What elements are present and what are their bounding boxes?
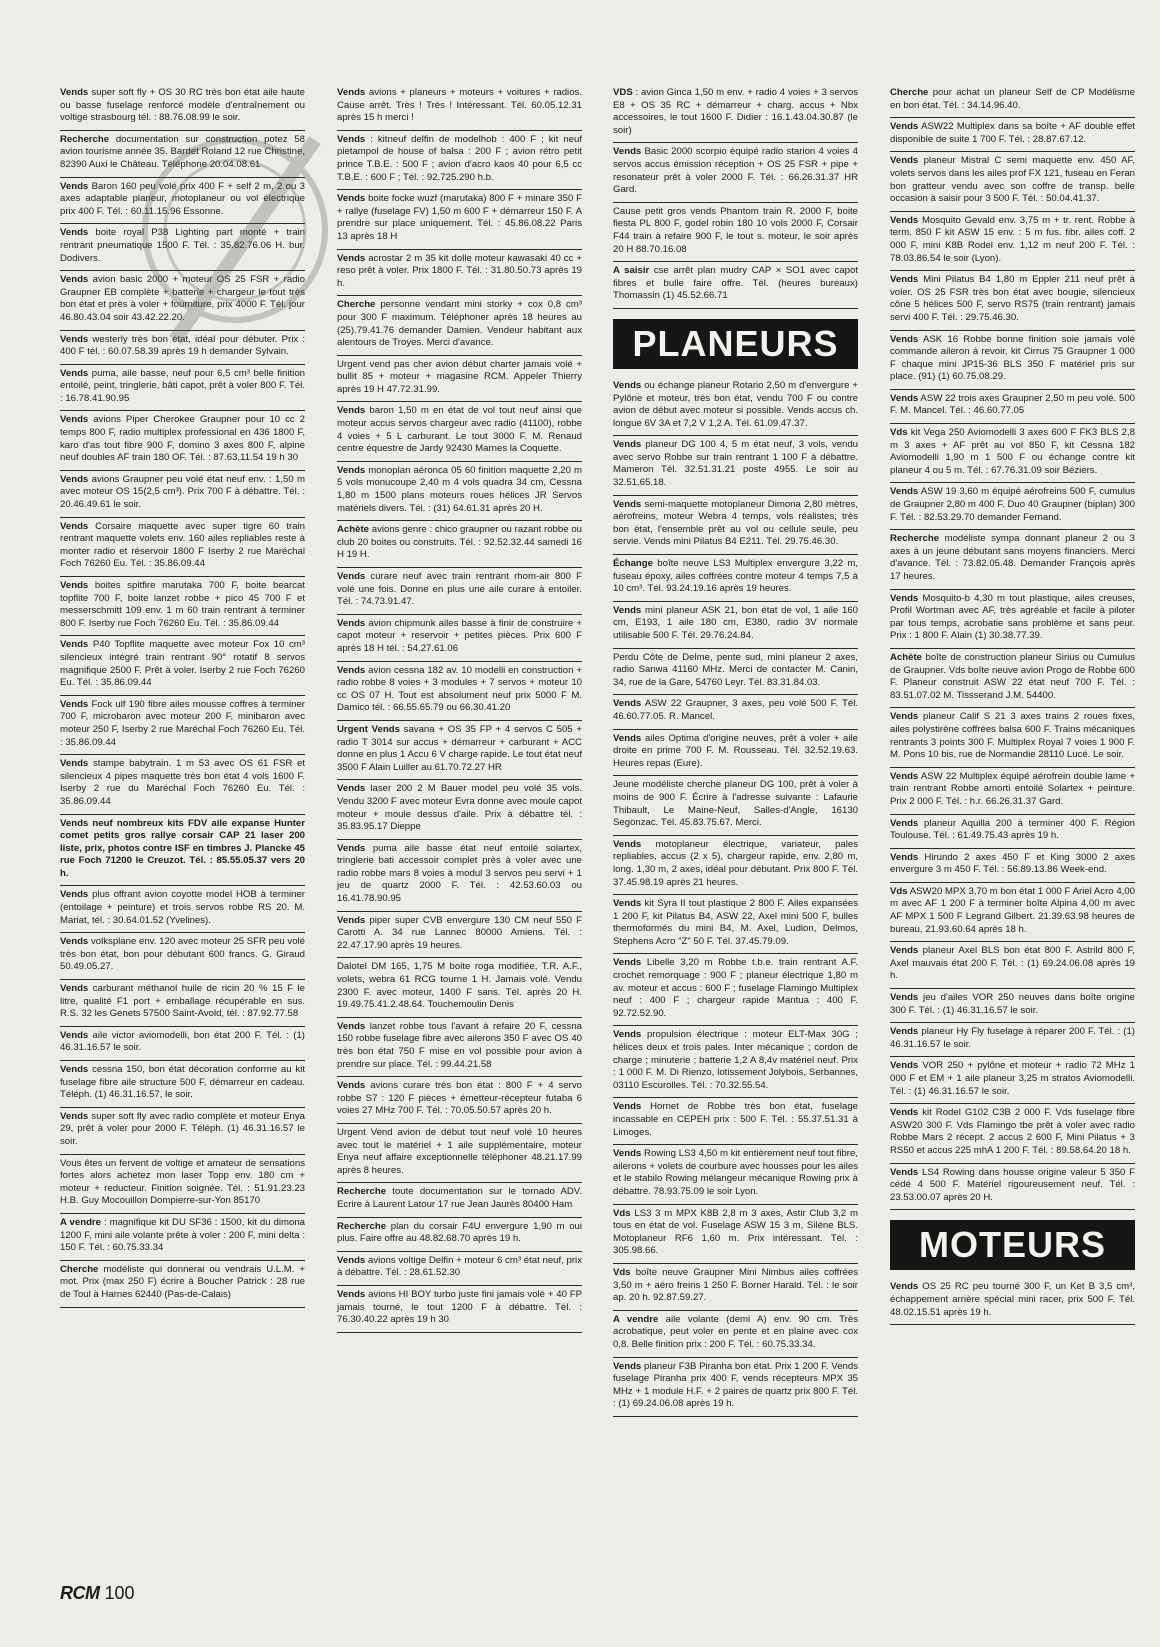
classified-ad	[613, 695, 858, 729]
classified-ad	[60, 84, 305, 131]
ad-text: lanzet robbe tous l'avant à refaire 20 F, cessna 150 robbe fuselage fibre avec ailerons 350 F avec OS 40 très bon état 750 F mise en vol possible pour avion à prendre sur place. Tél. : 99.44.21.58	[337, 1020, 582, 1070]
ad-text: Mosquito Gevald env. 3,75 m + tr. rent. Robbe à term. 850 F kit ASW 15 env. : 5 m fus. fibr. ailes coff. 2 000 F, mini K8B Rodel env. 1,12 m neuf 200 F. Tél. : 78.03.86.54 le soir (Lyon).	[890, 214, 1135, 264]
classified-ad	[337, 1018, 582, 1077]
ad-text: : kitneuf delfin de modelhob : 400 F ; kit neuf pietampol de house of balsa : 200 F ; avion rétro petit prince T.B.E. : 500 F ; avion d'acro kaos 40 pour 6,5 cc T.B.E. : 600 F ; Tél. : 92.725.290 h.b.	[337, 133, 582, 183]
ad-keyword: Vends	[60, 87, 89, 98]
ad-text: puma, aile basse, neuf pour 6,5 cm³ belle finition entoilé, peint, tringlerie, bâti capot, prêt à voler 800 F. Tél. : 16.78.41.90.95	[60, 367, 305, 404]
ad-keyword: Vends	[60, 936, 89, 948]
ad-keyword: Vends	[890, 333, 919, 345]
ad-text: OS 25 RC peu tourné 300 F, un Ket B 3,5 cm³, échappement arrière spécial mini racer, prix 500 F. Tél. 48.02.15.51 après 19 h.	[890, 1281, 1135, 1318]
ad-text: Vous êtes un fervent de voltige et amateur de sensations fortes alors achetez mon laser Topp env. 180 cm + moteur + reducteur. Finition soignée. Tél. : 51.91.23.23 H.B. Guy Mocouillon Dompierre-sur-Yon 85170	[60, 1157, 305, 1207]
ad-text: Rowing LS3 4,50 m kit entièrement neuf tout fibre, ailerons + volets de courbure avec housses pour les ailes et le stabilo Rowing mélangeur mécanique Rowing prix à débattre. 78.93.75.09 le soir Lyon.	[613, 1148, 858, 1197]
classified-ad	[337, 840, 582, 912]
classified-ad	[890, 331, 1135, 390]
ad-text: westerly très bon état, idéal pour débuter. Prix : 400 F tél. : 60.07.58.39 après 19 h demander Sylvain.	[60, 333, 305, 358]
classified-ad	[613, 602, 858, 649]
ad-text: : avion Ginca 1,50 m env. + radio 4 voies + 3 servos E8 + OS 35 RC + démarreur + charg. accus + Nbx accessoires, le tout 1600 F. Didier : 16.1.43.04.30.87 (le soir)	[613, 87, 858, 136]
classified-ad	[890, 590, 1135, 649]
classified-ad	[890, 815, 1135, 849]
ad-text: boîte de construction planeur Sirius ou Cumulus de Graupner. Vds boîte neuve avion Progo de Robbe 600 F. Planeur construit ASW 22 état neuf 700 F. Tél. : 83.51.07.02 M. Tissserand J.M. 54400.	[890, 651, 1135, 701]
classified-ad	[60, 636, 305, 695]
ad-keyword: Vends	[337, 842, 366, 854]
classified-ad	[337, 1286, 582, 1333]
ad-keyword: Vends	[613, 898, 642, 910]
ad-keyword: Vends	[60, 639, 89, 651]
ad-text: avions genre : chico graupner ou razant robbe ou club 20 boites ou construits. Tél. : 92.52.32.44 samedi 16 H 19 H.	[337, 524, 582, 561]
ad-keyword: Vends	[337, 1254, 366, 1266]
classified-ad	[60, 577, 305, 636]
ad-text: planeur Hy Fly fuselage à réparer 200 F. Tél. : (1) 46.31.16.57 le soir.	[890, 1026, 1135, 1050]
ad-text: Cause petit gros vends Phantom train R. 2000 F, boite fiesta PL 800 F, godel robin 180 10 vols 2000 F, Corsair F44 train à refaire 900 F, le tout s. moteur, le soir après 20 H 88.70.16.08	[613, 205, 858, 255]
ad-keyword: Vends	[60, 889, 89, 901]
ad-text: modéliste qui donnerai ou vendrais U.L.M. + mot. Prix (max 250 F) écrire à Boucher Patrick : 28 rue de Toul à Harnes 62440 (Pas-de-Calais)	[60, 1263, 305, 1300]
ad-text: super soft fly avec radio complète et moteur Enya 29, prêt à voler pour 2000 F. Téléph. (1) 46.31.16.57 le soir.	[60, 1110, 305, 1147]
ad-keyword: Cherche	[60, 1263, 99, 1275]
classified-ad	[613, 143, 858, 202]
ad-text: ou échange planeur Rotario 2,50 m d'envergure + Pylône et moteur, très bon état, vendu 700 F ou contre avion de début avec moteur si possible. Vends accus ch. longue 6V 3A et 7,2 V 1,2 A. Tél. 61.09.47.37.	[613, 379, 858, 429]
classified-ad	[613, 555, 858, 602]
ad-keyword: Vends	[890, 486, 919, 498]
classified-ad	[337, 958, 582, 1017]
ad-keyword: Vds	[613, 1207, 631, 1219]
ad-keyword: Vends	[613, 498, 642, 510]
ad-keyword: Vends	[890, 992, 919, 1004]
classified-ad	[337, 721, 582, 780]
ad-keyword: Vends	[337, 1020, 366, 1032]
ad-keyword: Vends	[613, 1148, 642, 1160]
classified-ad	[60, 471, 305, 518]
classified-ad	[60, 518, 305, 577]
ad-keyword: A vendre	[613, 1313, 659, 1325]
ad-keyword: Vends	[337, 617, 366, 629]
ad-keyword: Vends	[613, 1101, 642, 1113]
classified-ad	[890, 849, 1135, 883]
ad-keyword: Vends	[613, 1029, 642, 1041]
ad-text: modéliste sympa donnant planeur 2 ou 3 axes à un jeune débutant sans moyens financiers. Merci d'avance. Tél. : 73.82.05.48. Demander François après 17 heures.	[890, 533, 1135, 582]
ad-text: curare neuf avec train rentrant rhom-air 800 F volé une fois. Donne en plus une aile curare à entoiler. Tél. : 74.73.91.47.	[337, 571, 582, 608]
ad-keyword: Vends	[60, 414, 89, 426]
ad-keyword: Vends	[60, 180, 89, 192]
classified-ad	[613, 776, 858, 835]
ad-keyword: Vends	[890, 711, 919, 723]
ad-text: monoplan aéronca 05 60 finition maquette 2,20 m 5 vols monucoupe 2,40 m 4 vols quadra 34 cm, Cessna 1,80 m 1500 plans moteurs roues hélices JR Servos matériels divers. Tél. : (31) 64.61.31 après 20 H.	[337, 464, 582, 514]
classified-ad	[890, 883, 1135, 942]
classified-ad	[890, 1023, 1135, 1057]
classified-ad	[60, 1155, 305, 1214]
ad-text: pour achat un planeur Self de CP Modélisme en bon état. Tél. : 34.14.96.40.	[890, 87, 1135, 111]
classified-ad	[890, 212, 1135, 271]
classified-ad	[613, 1098, 858, 1145]
ad-keyword: Vends	[60, 758, 89, 770]
ad-text: planeur Axel BLS bon état 800 F. Astrild 800 F, Axel mauvais état 200 F. Tél. : (1) 69.24.06.08 après 19 h.	[890, 945, 1135, 982]
ad-keyword: Vends	[337, 193, 366, 205]
ad-keyword: Vends	[337, 87, 366, 98]
classified-ad	[337, 190, 582, 249]
classified-ad	[60, 271, 305, 330]
ad-text: LS3 3 m MPX K8B 2,8 m 3 axes, Astir Club 3,2 m tous en état de vol. Fuselage ASW 15 3 m, Silène BLS. Motoplaneur RF6 1,60 m. Prix intéressant. Tél. : 305.98.66.	[613, 1207, 858, 1257]
ad-keyword: Vends	[890, 817, 919, 829]
classified-ad	[60, 131, 305, 178]
ad-keyword: Recherche	[890, 533, 940, 545]
column-2	[337, 84, 582, 1333]
ad-text: jeu d'ailes VOR 250 neuves dans boîte origine 300 F. Tél. : (1) 46.31.16.57 le soir.	[890, 992, 1135, 1016]
ad-text: Mosquito-b 4,30 m tout plastique, ailes creuses, Profil Wortman avec AF, très agréable et facile à piloter par tous temps, acrobatie sans problème et sans peur. Prix : 1 800 F. Alain (1) 30.38.77.39.	[890, 592, 1135, 642]
ad-text: avion basic 2000 + moteur OS 25 FSR + radio Graupner EB complète + batterie + chargeur le tout très bon état et près à voler + fourniture, prix 4000 F. Tél. jour 46.80.43.04 soir 43.42.22.20.	[60, 274, 305, 323]
ad-text: avions HI BOY turbo juste fini jamais volé + 40 FP jamais tourné, le tout 1200 F à débattre. Tél. : 76.30.40.22 après 19 h 30	[337, 1288, 582, 1326]
ad-keyword: Vends	[337, 914, 366, 926]
ad-text: Perdu Côte de Delme, pente sud, mini planeur 2 axes, radio Sanwa 41160 MHz. Merci de contacter M. Canin, 34, rue de la Gare, 54760 Leyr. Tél. 83.31.84.03.	[613, 651, 858, 688]
classified-ad	[890, 649, 1135, 708]
ad-keyword: Vends	[613, 439, 642, 451]
ad-text: stampe babytrain. 1 m 53 avec OS 61 FSR et silencieux 4 pipes maquette très bon état 4 vols 1600 F. Iserby 2 rue du Maréchal Foch 76260 Eu. Tél. : 35.86.09.44	[60, 758, 305, 807]
classified-ad	[337, 296, 582, 355]
classified-ad	[613, 1311, 858, 1358]
ad-text: ASW 19 3,60 m équipé aérofreins 500 F, cumulus de Graupner 2,80 m 400 F. Duo 40 Graupner (biplan) 300 F. Tél. : 82.53.29.70 demander Fernand.	[890, 486, 1135, 523]
ad-keyword: Vends	[890, 1026, 919, 1038]
classified-ad	[613, 203, 858, 262]
ad-text: boite royal P38 Lighting part monté + train rentrant pneumatique 1500 F. Tél. : 35.82.76.06 H. bur. Dodivers.	[60, 227, 305, 264]
ad-text: personne vendant mini storky + cox 0,8 cm³ pour 300 F maximum. Téléphoner après 18 heures au (25).79.41.76 demander Damien. Vendeur habitant aux alentours de Troyes. Merci d'avance.	[337, 299, 582, 349]
ad-keyword: Recherche	[337, 1220, 387, 1232]
ad-text: Hirundo 2 axes 450 F et King 3000 2 axes envergure 3 m 450 F. Tél. : 56.89.13.86 Week-end.	[890, 851, 1135, 876]
ad-text: boites spitfire marutaka 700 F, boite bearcat topflite 700 F, boite lanzet robbe + pico 45 700 F et messerschmitt 109 env. 1 m 60 train rentrant à terminer 800 F. Iserby rue Foch 76260 Eu. Tél. : 35.86.09.44	[60, 580, 305, 629]
classified-ad	[337, 615, 582, 662]
classified-ad	[337, 1183, 582, 1217]
classified-ad	[60, 365, 305, 412]
classified-ad	[890, 942, 1135, 989]
ad-keyword: Vends	[890, 214, 919, 226]
classified-ad	[890, 390, 1135, 424]
ad-keyword: VDS	[613, 87, 633, 98]
ad-text: toute documentation sur le tornado ADV. Ecrire à Laurent Latour 17 rue Jean Jaurès 80400 Ham	[337, 1186, 582, 1210]
ad-keyword: Vends	[60, 227, 89, 239]
classified-ad	[613, 1145, 858, 1204]
ad-keyword: Vds	[890, 885, 908, 897]
classified-ad	[337, 462, 582, 521]
ad-text: neuf nombreux kits FDV aile expanse Hunter comet petits gros rallye corsair CAP 21 laser 200 liste, prix, photos contre ISF en timbres J. Plancke 45 rue Foch 71200 le Creuzot. Tél. : 85.55.05.37 vers 20 h.	[60, 817, 305, 879]
ad-keyword: Vends	[60, 580, 89, 591]
ad-keyword: Vends	[890, 1281, 919, 1293]
classified-ad	[337, 131, 582, 190]
ad-text: ASW20 MPX 3,70 m bon état 1 000 F Ariel Acro 4,00 m avec AF 1 200 F à terminer boîte Alpina 4,00 m avec AF MPX 1 500 F Legrand Gilbert. 21.39.63.98 heures de bureau, 21.93.60.64 après 18 h.	[890, 885, 1135, 935]
classified-ad	[613, 436, 858, 495]
ad-text: Baron 160 peu volé prix 400 F + self 2 m, 2 ou 3 axes adaptable planeur, motoplaneur ou vol électrique prix 400 F. Tél. : 60.11.15.96 Essonne.	[60, 180, 305, 217]
ad-keyword: Vds	[613, 1266, 631, 1278]
ad-text: P40 Topflite maquette avec moteur Fox 10 cm³ silencieux intégré train rentrant 90° rotatif 8 servos magnifique 2500 F. Prêt à voler. Iserby 2 rue Foch 76260 Eu. Tél. : 35.86.09.44	[60, 639, 305, 689]
ad-text: planeur F3B Piranha bon état. Prix 1 200 F. Vends fuselage Piranha prix 400 F, vends récepteurs MPX 35 MHz + 1 module H.F. + 2 paires de quartz prix 800 F. Tél. : (1) 69.24.06.08 après 19 h.	[613, 1360, 858, 1410]
ad-text: propulsion électrique : moteur ELT-Max 30G ; hélices deux et trois pales. Inter mécanique ; cordon de charge ; minuterie ; batterie 1,2 A 8,4v matériel neuf. Prix : 1 000 F. M. Di Rienzo, lotissement Jolybois, Serbannes, 03110 Escurolles. Tél. : 70.32.55.54.	[613, 1029, 858, 1091]
footer-brand: RCM	[60, 1583, 100, 1603]
ad-keyword: Vends	[60, 1064, 89, 1075]
ad-keyword: Vends	[60, 520, 89, 532]
ad-text: avions + planeurs + moteurs + voitures + radios. Cause arrêt. Très ! Très ! Intéressant. Tél. 60.05.12.31 après 15 h merci !	[337, 87, 582, 124]
ad-keyword: Vds	[890, 427, 908, 439]
ad-text: acrostar 2 m 35 kit dolle moteur kawasaki 40 cc + reso prêt à voler. Prix 1800 F. Tél. : 31.80.50.73 après 19 h.	[337, 252, 582, 289]
classified-ad	[890, 271, 1135, 330]
classified-ad	[613, 836, 858, 895]
classified-ad	[60, 1061, 305, 1108]
ad-keyword: Vends	[890, 155, 919, 167]
classified-page	[60, 84, 1138, 1574]
ad-text: ASW22 Multiplex dans sa boîte + AF double effet disponible de suite 1 700 F. Tél. : 28.87.67.12.	[890, 121, 1135, 145]
ad-text: plan du corsair F4U envergure 1,90 m oui plus. Faire offre au 48.82.68.70 après 19 h.	[337, 1220, 582, 1245]
classified-ad	[60, 980, 305, 1027]
ad-text: laser 200 2 M Bauer model peu volé 35 vols. Vendu 3200 F avec moteur Evra donne avec moule capot moteur + moule dessus d'aile. Prix à débattre tél. : 35.83.95.17 Dieppe	[337, 783, 582, 833]
ad-keyword: Vends	[890, 121, 919, 133]
classified-ad	[60, 886, 305, 933]
ad-keyword: Achète	[337, 524, 369, 536]
ad-keyword: Urgent Vends	[337, 723, 400, 735]
ad-keyword: Vends	[613, 957, 642, 969]
ad-text: baron 1,50 m en état de vol tout neuf ainsi que moteur accus servos chargeur avec radio (41100), robbe 4 voies + 5 L carburant. Le tout 3000 F. M. Renaud centre équestre de Jardy 92430 Marnes la Coquette.	[337, 405, 582, 455]
ad-keyword: Vends	[890, 392, 919, 404]
ad-keyword: Vends	[60, 274, 89, 286]
ad-keyword: Échange	[613, 558, 653, 570]
ad-text: avion chipmunk ailes basse à finir de construire + capot moteur + reservoir + petites pièces. Prix 600 F après 18 H tél. : 54.27.61.06	[337, 617, 582, 654]
classified-ad	[337, 662, 582, 721]
classified-ad	[613, 84, 858, 143]
ad-keyword: Vends	[890, 851, 919, 863]
classified-ad	[60, 178, 305, 225]
ad-text: avions curare très bon état : 800 F + 4 servo robbe S7 : 120 F pièces + émetteur-récepteur futaba 6 voies 27 MHz 700 F. Tél. : 70.05.50.57 après 20 h.	[337, 1080, 582, 1117]
classified-ad	[890, 152, 1135, 211]
ad-text: Jeune modéliste cherche planeur DG 100, prêt à voler à moins de 900 F. Écrire à l'adresse suivante : Lafaurie Thibault, Le Maine-Neuf, Salles-d'Angle, 16130 Segonzac. Tél. 45.83.75.67. Merci.	[613, 779, 858, 829]
ad-text: planeur Calif S 21 3 axes trains 2 roues fixes, ailes polystirène coffrées balsa 600 F. Trains mécaniques rentrants 3 points 300 F. Multiplex Royal 7 voies 1 900 F. M. Pons 10 bis, rue de Normandie 28110 Lucé. Le soir.	[890, 711, 1135, 761]
ad-text: motoplaneur électrique, variateur, pales repliables, accus (2 x 5), chargeur rapide, env. 2,80 m, long. 1,30 m, 2 axes, idéal pour débutant. Prix 800 F. Tél. 37.45.98.19 après 21 heures.	[613, 838, 858, 888]
ad-keyword: Vends	[613, 146, 642, 158]
classified-ad	[890, 1104, 1135, 1163]
ad-keyword: Vends	[337, 1080, 366, 1092]
ad-text: boîte neuve Graupner Mini Nimbus ailes coffrées 3,50 m + aéro freins 1 250 F. Borner Harald. Tél. : le soir ap. 20 h. 92.87.59.27.	[613, 1266, 858, 1304]
ad-text: avions voltige Delfin + moteur 6 cm³ état neuf, prix à débattre. Tél. : 28.61.52.30	[337, 1254, 582, 1279]
ad-keyword: Vends	[613, 838, 642, 850]
ad-keyword: Vends	[890, 1166, 919, 1178]
ad-keyword: Vends	[60, 1110, 89, 1122]
ad-keyword: Vends	[890, 945, 919, 957]
ad-text: semi-maquette motoplaneur Dimona 2,80 mètres, aérofreins, moteur Webra 4 temps, vols réalistes, très bon état, l'ensemble prêt au vol ou cellule seule, peu servie. Vends mini Pilatus B4 E211. Tél. 29.75.46.30.	[613, 498, 858, 548]
ad-text: planeur Aquilla 200 à terminer 400 F. Région Toulouse. Tél. : 61.49.75.43 après 19 h.	[890, 817, 1135, 842]
ad-text: ailes Optima d'origine neuves, prêt à voler + aile droite en prime 700 F. M. Rousseau. Tél. 32.52.19.63. Heures repas (Eure).	[613, 732, 858, 769]
classified-ad	[890, 530, 1135, 589]
classified-ad	[60, 1108, 305, 1155]
classified-ad	[890, 84, 1135, 118]
classified-ad	[60, 696, 305, 755]
classified-ad	[613, 730, 858, 777]
ad-keyword: Vends	[613, 698, 642, 710]
classified-ad	[60, 1261, 305, 1308]
ad-keyword: Vends	[337, 664, 366, 676]
ad-text: plus offrant avion coyotte model HOB à terminer (entoilage + peinture) et trois servos robbe RS 20. M. Mariat, tél. : 30.64.01.52 (Yvelines).	[60, 889, 305, 926]
classified-ad	[337, 912, 582, 959]
ad-keyword: Vends	[60, 983, 89, 995]
classified-ad	[613, 1205, 858, 1264]
ad-text: cessna 150, bon état décoration conforme au kit fuselage fibre aile structure 500 F, démarreur en cadeau. Téléph. (1) 46.31.16.57, le soir.	[60, 1064, 305, 1101]
ad-keyword: Vends	[890, 770, 919, 782]
classified-ad	[613, 649, 858, 696]
ad-keyword: Recherche	[60, 133, 110, 145]
ad-text: carburant méthanol huile de ricin 20 % 15 F le litre, qualité F1 port + emballage récupérable en sus. R.S. 32 les Genets 57500 Saint-Avold, tél. : 87.92.77.58	[60, 983, 305, 1020]
column-1	[60, 84, 305, 1308]
ad-text: avions Piper Cherokee Graupner pour 10 cc 2 temps 800 F, radio multiplex professional en 436 1800 F, karo d'as tout fibre 900 F, domino 3 axes 800 F, alpine neuf doubles AF train 180 OF. Tél. : 87.63.11.54 19 h 30	[60, 414, 305, 464]
classified-ad	[337, 1124, 582, 1183]
ad-text: boîte neuve LS3 Multiplex envergure 3,22 m, fuseau époxy, ailes coffrées contre moteur 4 temps 7,5 à 10 cm³. Tél. 93.24.19.16 après 19 heures.	[613, 558, 858, 595]
classified-ad	[60, 1214, 305, 1261]
ad-keyword: Vends	[613, 1360, 642, 1372]
ad-text: Libelle 3,20 m Robbe t.b.e. train rentrant A.F. crochet remorquage : 900 F ; planeur électrique 1,80 m av. moteur et accus : 600 F ; fuselage Flamingo Multiplex neuf : 400 F ; chargeur rapide Mantua : 400 F. 92.72.52.90.	[613, 957, 858, 1019]
page-footer	[60, 1583, 135, 1604]
section-header: MOTEURS	[890, 1220, 1135, 1270]
ad-text: Corsaire maquette avec super tigre 60 train rentrant maquette volets env. 160 ailes repliables reste à monter radio et réservoir 1800 F Iserby 2 rue Maréchal Foch 76260 Eu. Tél. : 35.86.09.44	[60, 520, 305, 570]
classified-ad	[890, 1164, 1135, 1211]
ad-text: mini planeur ASK 21, bon état de vol, 1 aile 160 cm, E193, 1 aile 180 cm, E380, radio 3V normale utilisable 500 F. Tél. 29.76.24.84.	[613, 604, 858, 641]
ad-keyword: Recherche	[337, 1186, 387, 1198]
ad-text: cse arrêt plan mudry CAP × SO1 avec capot fibres et bulle faire offre. Tél. (heures bureaux) Thomassin (1) 45.52.66.71	[613, 265, 858, 302]
ad-text: : magnifique kit DU SF36 : 1500, kit du dimona 1200 F, mini aile volante prête à voler : 200 F, mini delta : 150 F. Tél. : 60.75.33.34	[60, 1216, 305, 1254]
ad-text: Urgent Vend avion de début tout neuf volé 10 heures avec tout le matériel + 1 aile supplémentaire, moteur Enya neuf affaire exceptionnelle téléphoner 48.21.17.99 après 8 heures.	[337, 1126, 582, 1176]
ad-text: VOR 250 + pylône et moteur + radio 72 MHz 1 000 F et EM + 1 aile planeur 3,25 m stratos Aviomodelli. Tél. : (1) 46.31.16.57 le soir.	[890, 1060, 1135, 1097]
classified-ad	[337, 780, 582, 839]
ad-keyword: Vends	[60, 367, 89, 379]
ad-keyword: Vends	[890, 1060, 919, 1072]
ad-text: puma aile basse état neuf entoilé solartex, tringlerie bati accessoir complet près à voler avec une radio robbe mars 8 voies à modul 3 servos peu servi + 1 jeu de quartz 2000 F. Tél. : 42.53.60.03 ou 16.41.78.90.95	[337, 842, 582, 905]
ad-text: documentation sur construction potez 58 avion tourisme année 35. Bardet Roland 12 rue Christine, 82390 Auxi le Château. Téléphone 20.04.08.61	[60, 133, 305, 170]
classified-ad	[890, 424, 1135, 483]
ad-keyword: Vends	[613, 604, 642, 616]
ad-keyword: Vends	[337, 464, 366, 476]
ad-text: Urgent vend pas cher avion début charter jamais volé + bullit 85 + moteur + magasine RCM. Appeler Thierry après 19 H 47.72.31.99.	[337, 358, 582, 395]
ad-keyword: Vends	[337, 252, 366, 264]
classified-ad	[613, 895, 858, 954]
ad-text: savana + OS 35 FP + 4 servos C 505 + radio T 3014 sur accus + démarreur + carburant + ACC donne en plus 1 Accu 6 V charge rapide. Le tout état neuf 3500 F Alain Luiller au 61.70.72.27 HR	[337, 723, 582, 773]
ad-keyword: Vends	[337, 783, 366, 795]
ad-keyword: Achète	[890, 651, 922, 663]
classified-ad	[60, 815, 305, 887]
ad-keyword: Vends	[337, 405, 366, 417]
classified-ad	[890, 708, 1135, 767]
classified-ad	[337, 84, 582, 131]
classified-ad	[613, 1026, 858, 1098]
ad-keyword: A saisir	[613, 265, 650, 277]
classified-ad	[890, 989, 1135, 1023]
ad-text: ASW 22 Graupner, 3 axes, peu volé 500 F. Tél. 46.60.77.05. R. Mancel.	[613, 698, 858, 722]
ad-text: aile victor aviomodelli, bon état 200 F. Tél. : (1) 46.31.16.57 le soir.	[60, 1029, 305, 1054]
classified-ad	[890, 118, 1135, 152]
ad-keyword: Vends	[60, 698, 89, 710]
classified-ad	[613, 262, 858, 309]
classified-ad	[337, 402, 582, 461]
ad-text: volksplane env. 120 avec moteur 25 SFR peu volé très bon état, bon pour débutant 600 francs. G. Giraud 50.49.05.27.	[60, 936, 305, 973]
ad-text: planeur Mistral C semi maquette env. 450 AF, volets servos dans les ailes prof FX 121, fuseau en Feran bon gratteur vendu avec son coffre de transp. belle occasion à saisir pour 3 500 F. Tél. : 50.04.41.37.	[890, 155, 1135, 205]
classified-ad	[890, 1057, 1135, 1104]
classified-ad	[337, 1252, 582, 1286]
ad-keyword: Vends	[613, 732, 642, 744]
ad-keyword: Vends	[613, 379, 642, 391]
classified-ad	[613, 1358, 858, 1417]
ad-keyword: Vends	[890, 274, 919, 286]
classified-ad	[60, 933, 305, 980]
ad-text: Basic 2000 scorpio équipé radio starion 4 voies 4 servos accus émission réception + OS 25 FSR + pipe + resonateur prêt à voler 2000 F. Tél. : 66.26.31.37 HR Gard.	[613, 146, 858, 196]
classified-ad	[337, 521, 582, 568]
ad-text: super soft fly + OS 30 RC très bon état aile haute ou basse fuselage renforcé modèle d'entraînement ou voltige strasbourg tél. : 88.76.08.99 le soir.	[60, 87, 305, 124]
ad-text: ASW 22 trois axes Graupner 2,50 m peu volé. 500 F. M. Mancel. Tél. : 46.60.77.05	[890, 392, 1135, 417]
ad-keyword: Vends	[60, 1029, 89, 1041]
ad-text: avion cessna 182 av. 10 modelli en construction + radio robbe 8 voies + 3 modules + 7 servos + moteur 10 cc OS 07 H. Tout est absolument neuf prix 5000 F M. Damico tél. : 66.55.65.79 ou 66.30.41.20	[337, 664, 582, 714]
ad-text: kit Syra II tout plastique 2 800 F. Ailes expansées 1 200 F, kit Pilatus B4, ASW 22, Axel mini 500 F, bulles thermoformés du mini B4, M. Axel, Ludion, Delmos, Stephens Acro "Z" 50 F. Tél. 37.45.79.09.	[613, 898, 858, 947]
column-4	[890, 84, 1135, 1325]
classified-ad	[60, 224, 305, 271]
ad-text: ASK 16 Robbe bonne finition soie jamais volé commande aileron à revoir, kit Cirrus 75 Graupner 1 000 F chaque mini JP15-36 BLS 350 F matériel pris sur place. (91) (1) 60.75.08.29.	[890, 333, 1135, 383]
classified-ad	[60, 1027, 305, 1061]
page-number: 100	[104, 1583, 135, 1603]
ad-text: piper super CVB envergure 130 CM neuf 550 F Carotti A. 34 rue Lannec 80000 Amiens. Tél. : 22.47.17.90 après 19 heures.	[337, 914, 582, 951]
classified-ad	[337, 1218, 582, 1252]
classified-ad	[613, 496, 858, 555]
ad-text: avions Graupner peu volé état neuf env. : 1,50 m avec moteur OS 15(2,5 cm³). Prix 700 F à débattre. Tél. : 20.46.49.61 le soir.	[60, 473, 305, 511]
ad-text: planeur DG 100 4, 5 m état neuf, 3 vols, vendu avec servo Robbe sur train rentrant 1 100 F à débattre. Mameron Tél. 32.51.31.21 poste 4955. Le soir au 32.51.65.18.	[613, 439, 858, 489]
ad-keyword: Cherche	[337, 299, 376, 311]
ad-keyword: Vends	[337, 133, 366, 145]
classified-ad	[337, 1077, 582, 1124]
classified-ad	[613, 377, 858, 436]
ad-text: boite focke wuzf (marutaka) 800 F + minare 350 F + rallye (fuselage FV) 1,50 m 600 F + démarreur 150 F. A prendre sur place uniquement. Tél. : 45.86.08.22 Paris 13 après 18 H	[337, 193, 582, 242]
ad-text: Hornet de Robbe très bon état, fuselage incassable en CEPEH prix : 500 F. Tél. : 55.37.51.31 à Limoges.	[613, 1101, 858, 1138]
ad-keyword: Vends	[890, 1107, 919, 1119]
ad-text: Mini Pilatus B4 1,80 m Eppler 211 neuf prêt à voler. OS 25 FSR très bon état avec bougie, silencieux cône 5 hélices 500 F, servo RS75 (train rentrant) jamais servi 400 F. Tél. : 29.75.46.30.	[890, 274, 1135, 323]
ad-keyword: Cherche	[890, 87, 929, 98]
ad-text: kit Vega 250 Aviomodelli 3 axes 600 F FK3 BLS 2,8 m 3 axes + AF prêt au vol 850 F, kit Cessna 182 Aviomodelli 1,90 m 1 500 F ou échange contre kit planeur 4 ou 5 m. Tél. : 67.76.31.09 soir Béziers.	[890, 427, 1135, 476]
ad-text: ASW 22 Multiplex équipé aérofrein double lame + train rentrant Robbe amorti entoilé Solartex + peinture. Prix 2 000 F. Tél. : h.r. 66.26.31.37 Gard.	[890, 770, 1135, 807]
classified-ad	[60, 755, 305, 814]
ad-text: LS4 Rowing dans housse origine valeur 5 350 F cédé 4 500 F. Matériel rigoureusement neuf. Tél. : 23.53.00.07 après 20 H.	[890, 1166, 1135, 1203]
ad-keyword: Vends	[337, 571, 366, 582]
ad-keyword: Vends	[60, 333, 89, 345]
classified-ad	[60, 331, 305, 365]
ad-keyword: Vends	[337, 1288, 366, 1300]
ad-text: Dalotel DM 165, 1,75 M boite roga modifiée, T.R. A.F., volets, webra 61 RCG tourne 1 H. Jamais volé. Vendu 2300 F. avec moteur, 1400 F sans. Tél. après 20 H. 19.49.75.41.2.48.64. Touchemoulin Denis	[337, 961, 582, 1011]
classified-ad	[337, 250, 582, 297]
classified-ad	[890, 483, 1135, 530]
classified-ad	[337, 568, 582, 615]
ad-keyword: A vendre	[60, 1216, 101, 1228]
classified-ad	[337, 356, 582, 403]
classified-ad	[613, 954, 858, 1026]
classified-ad	[613, 1264, 858, 1311]
classified-ad	[890, 768, 1135, 815]
ad-text: Fock ulf 190 fibre ailes mousse coffres à terminer 700 F, microbaron avec moteur 200 F, minibaron avec moteur 250 F, Iserby 2 rue Maréchal Foch 76260 Eu. Tél. : 35.86.09.44	[60, 698, 305, 748]
section-header: PLANEURS	[613, 319, 858, 369]
ad-keyword: Vends	[60, 817, 89, 829]
column-3	[613, 84, 858, 1417]
ad-text: aile volante (demi A) env. 90 cm. Très acrobatique, peut voler en pente et en plaine avec cox 0,8. Belle finition prix : 200 F. Tél. : 60.75.33.34.	[613, 1313, 859, 1350]
ad-keyword: Vends	[890, 592, 919, 604]
classified-ad	[890, 1278, 1135, 1325]
classified-ad	[60, 411, 305, 470]
ad-keyword: Vends	[60, 473, 89, 485]
ad-text: kit Rodel G102 C3B 2 000 F. Vds fuselage fibre ASW20 300 F. Vds Flamingo tbe prêt à voler avec radio Robbe Mars 2 récept. 2 accus 2 600 F, Mini Pilatus + 3 RS50 et accus 225 mhA 1 200 F. Tél. : 89.58.64.20 18 h.	[890, 1107, 1135, 1156]
